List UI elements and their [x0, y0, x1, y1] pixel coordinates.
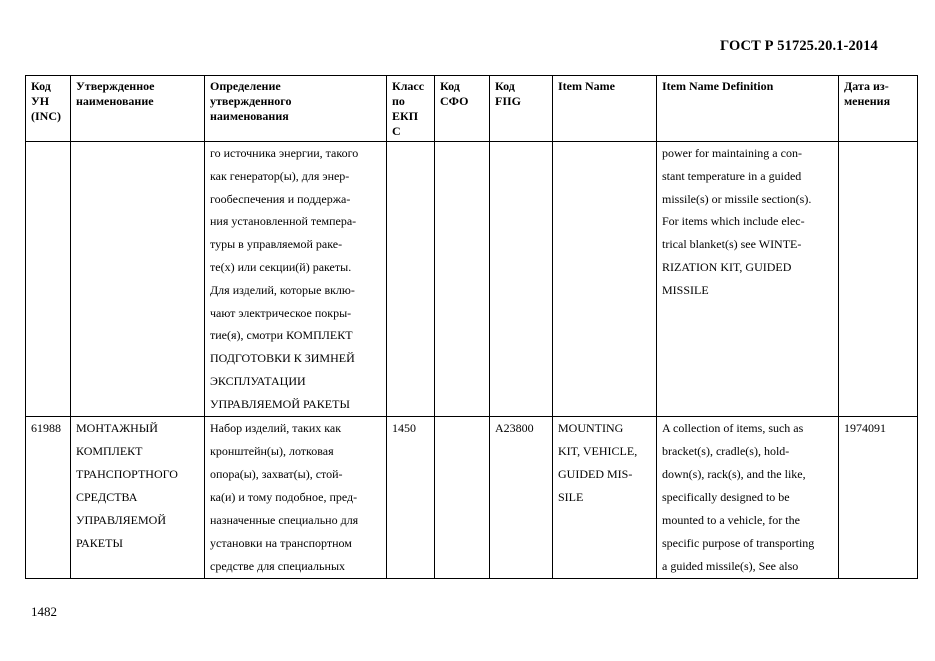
column-header-inc: [26, 76, 71, 142]
header-text-line: Item Name Definition: [662, 79, 774, 93]
cell-item-name-definition: [657, 142, 839, 417]
cell-item-name-definition: [657, 416, 839, 578]
cell-text-line: MISSILE: [662, 282, 709, 297]
cell-text-line: 1450: [392, 420, 416, 435]
cell-text-line: 61988: [31, 420, 61, 435]
header-text-line: менения: [844, 94, 891, 108]
cell-change-date: [839, 142, 918, 417]
cell-text-line: A collection of items, such as: [662, 420, 804, 435]
cell-sfo: [435, 142, 490, 417]
catalog-table: [25, 75, 918, 579]
cell-text-line: GUIDED MIS-: [558, 466, 633, 481]
cell-change-date: [839, 416, 918, 578]
cell-text-line: MOUNTING: [558, 420, 624, 435]
document-standard-header: ГОСТ Р 51725.20.1-2014: [720, 38, 878, 54]
header-text-line: УН: [31, 94, 50, 108]
cell-item-name: [553, 416, 657, 578]
column-header-definition: [205, 76, 387, 142]
cell-text-line: For items which include elec-: [662, 214, 805, 229]
header-text-line: Класс: [392, 79, 425, 93]
page-number: 1482: [31, 604, 57, 619]
cell-text-line: тие(я), смотри КОМПЛЕКТ: [210, 328, 353, 343]
cell-text-line: RIZATION KIT, GUIDED: [662, 259, 792, 274]
cell-definition: [205, 142, 387, 417]
cell-fiig: [490, 142, 553, 417]
header-text-line: Код: [495, 79, 515, 93]
cell-text-line: чают электрическое покры-: [210, 305, 352, 320]
column-header-item-name-definition: [657, 76, 839, 142]
header-text-line: Определение: [210, 79, 281, 93]
cell-inc: [26, 142, 71, 417]
cell-approved-name: [71, 416, 205, 578]
cell-text-line: KIT, VEHICLE,: [558, 443, 638, 458]
cell-fiig: [490, 416, 553, 578]
table-row: [26, 416, 918, 578]
cell-text-line: туры в управляемой раке-: [210, 237, 343, 252]
cell-text-line: ПОДГОТОВКИ К ЗИМНЕЙ: [210, 351, 355, 366]
cell-text-line: bracket(s), cradle(s), hold-: [662, 443, 790, 458]
header-text-line: Дата из-: [844, 79, 889, 93]
cell-text-line: 1974091: [844, 420, 886, 435]
cell-text-line: УПРАВЛЯЕМОЙ: [76, 512, 166, 527]
cell-class: [387, 142, 435, 417]
cell-text-line: РАКЕТЫ: [76, 535, 123, 550]
table-header-row: [26, 76, 918, 142]
cell-text-line: trical blanket(s) see WINTE-: [662, 237, 802, 252]
cell-text-line: ТРАНСПОРТНОГО: [76, 466, 178, 481]
cell-text-line: как генератор(ы), для энер-: [210, 168, 350, 183]
cell-text-line: SILE: [558, 489, 584, 504]
cell-approved-name: [71, 142, 205, 417]
cell-text-line: средстве для специальных: [210, 558, 345, 573]
cell-text-line: specific purpose of transporting: [662, 535, 815, 550]
cell-definition: [205, 416, 387, 578]
cell-text-line: Для изделий, которые вклю-: [210, 282, 355, 297]
cell-text-line: МОНТАЖНЫЙ: [76, 420, 158, 435]
column-header-class: [387, 76, 435, 142]
cell-text-line: те(х) или секции(й) ракеты.: [210, 259, 352, 274]
header-text-line: наименования: [210, 109, 289, 123]
cell-text-line: missile(s) or missile section(s).: [662, 191, 812, 206]
cell-class: [387, 416, 435, 578]
cell-inc: [26, 416, 71, 578]
header-text-line: Item Name: [558, 79, 615, 93]
cell-text-line: УПРАВЛЯЕМОЙ РАКЕТЫ: [210, 396, 350, 411]
cell-text-line: гообеспечения и поддержа-: [210, 191, 351, 206]
cell-text-line: Набор изделий, таких как: [210, 420, 342, 435]
column-header-fiig: [490, 76, 553, 142]
cell-text-line: опора(ы), захват(ы), стой-: [210, 466, 343, 481]
header-text-line: СФО: [440, 94, 469, 108]
cell-text-line: down(s), rack(s), and the like,: [662, 466, 806, 481]
column-header-item-name: [553, 76, 657, 142]
cell-text-line: КОМПЛЕКТ: [76, 443, 143, 458]
header-text-line: наименование: [76, 94, 154, 108]
cell-item-name: [553, 142, 657, 417]
cell-text-line: назначенные специально для: [210, 512, 359, 527]
cell-text-line: кронштейн(ы), лотковая: [210, 443, 334, 458]
header-text-line: утвержденного: [210, 94, 292, 108]
cell-text-line: ка(и) и тому подобное, пред-: [210, 489, 358, 504]
table-row: [26, 142, 918, 417]
cell-text-line: ЭКСПЛУАТАЦИИ: [210, 373, 306, 388]
header-text-line: Утвержденное: [76, 79, 155, 93]
cell-sfo: [435, 416, 490, 578]
cell-text-line: mounted to a vehicle, for the: [662, 512, 800, 527]
cell-text-line: ния установленной темпера-: [210, 214, 357, 229]
column-header-approved-name: [71, 76, 205, 142]
cell-text-line: го источника энергии, такого: [210, 146, 359, 160]
cell-text-line: СРЕДСТВА: [76, 489, 138, 504]
header-text-line: по: [392, 94, 405, 108]
header-text-line: (INC): [31, 109, 61, 123]
column-header-sfo: [435, 76, 490, 142]
cell-text-line: A23800: [495, 420, 534, 435]
cell-text-line: stant temperature in a guided: [662, 168, 802, 183]
cell-text-line: установки на транспортном: [210, 535, 352, 550]
cell-text-line: power for maintaining a con-: [662, 146, 802, 160]
cell-text-line: a guided missile(s), See also: [662, 558, 799, 573]
header-text-line: Код: [440, 79, 460, 93]
cell-text-line: specifically designed to be: [662, 489, 790, 504]
header-text-line: FIIG: [495, 94, 522, 108]
header-text-line: ЕКП: [392, 109, 419, 123]
header-text-line: Код: [31, 79, 51, 93]
header-text-line: С: [392, 124, 401, 138]
column-header-change-date: [839, 76, 918, 142]
